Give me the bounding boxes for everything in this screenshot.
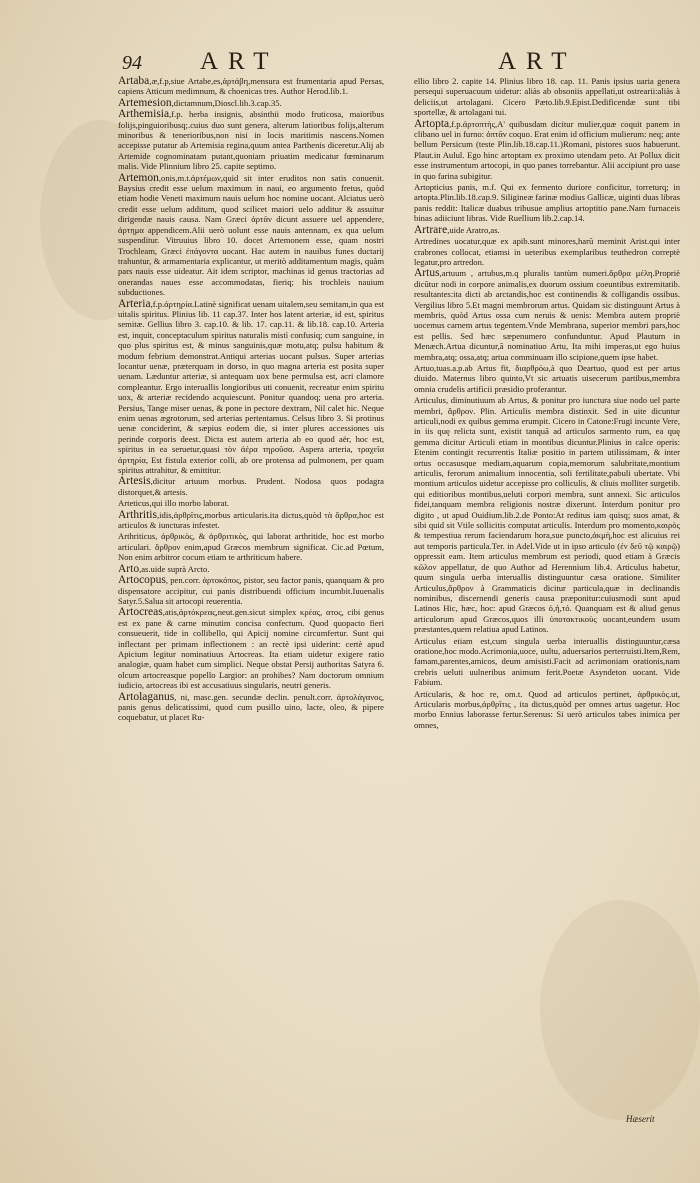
entry-headword: Artocopus [118,574,166,587]
entry-text: ,artuum , artubus,m.q pluralis tantùm numeri.ἄρθρα μέλη.Propriè dicũtur nodi in corpore animalis,ex duorum ossium coeuntibus extremitatib. resultantes:ita dicti ab arctandis,hoc est continendis & colligandis ossibus. Vergilius libro 5.Et magni membrorum artus. Quidam sic distinguunt Artus à membris, quòd Artus ossa cum neruis & uenis: Membra autem propriè uocemus carnem artus tegentem.Vnde Membrana, superior membri pars,hoc est pellis. Sed hæc sæpenumero confunduntur. Apud Plautum in Menæch.Artua dicuntur,ã nominatiuo Artu, Ita mihi imperas,ut ego huius membra,atq; ossa,atq; artua comminuam illo scipione,quem ipse habet. [414,268,680,362]
entry-text: ,idis,ἀρθρῖτις,morbus articularis.ita dictus,quòd τὰ ἄρθρα,hoc est articulos & iuncturas infestet. [118,509,384,531]
entry-headword: Artopta [414,117,450,130]
entry-headword: Artus [414,267,440,280]
dictionary-entry [118,498,384,508]
entry-text: Artopticius panis, m.f. Qui ex fermento duriore conficitur, torreturq; in artopta.Plin.lib.18.cap.9. Siligineæ farinæ modius Gallicæ, uiginti duas libras panis reddit: Italicæ duabus tribusue amplius artoptitio pane.Nam furnaceis binas adiiciunt libras. Vide Ruellium lib.2.cap.14. [414,182,680,224]
dictionary-entry [414,268,680,362]
dictionary-entry [414,225,680,235]
dictionary-entry [414,689,680,731]
entry-headword: Arteria [118,297,151,310]
dictionary-entry [414,76,680,118]
dictionary-entry [118,607,384,690]
dictionary-entry [118,76,384,97]
dictionary-entry [118,692,384,723]
dictionary-entry [118,564,384,574]
entry-text: ,f.p.ἀρτηρία.Latinè significat uenam uitalem,seu semitam,in qua est uitalis spiritus. Plinius lib. 11 cap.37. Inter hos latent arteriæ, id est, spiritus semitæ. Gellius libro 3. cap.10. & lib. 17. cap.11. & lib.18. cap.10. Arteria est, inquit, conceptaculum spiritus naturalis mistì confusiq; cum sanguine, in quo plus spiritus est, & minus sanguinis,quæ motu,atq; pulsu habitum & modum febrium demonstrat.Antiqui arterias uocant pulsus. Super arterias locantur uenæ, præterquam in dorso, in quo magna arteria est posita super uenam. Læduntur arteriæ, si antequam uox bene permulsa est, acri clamore compleantur. Ergo interuallis longioribus uti conuenit, recreatur enim spiritu uox, & arteriæ recidendo acquiescunt. Ponitur quandoq; uena pro arteria. Persius, Tange miser uenas, & pone in pectore dextram, Nil calet hic. Neque enim uenas ægrotorum, sed arterias pertentamus. Celsus libro 3. Si protinus uenæ conciderint, & sæpius eodem die, si inter plures accessiones uis perinde corporis deest. Dicta est autem arteria ab eo quod aër, hoc est, spiritus in ea seruetur,quasi τὸν ἀέρα τηροῦσα. Aspera arteria, τραχεῖα ἀρτηρία, Est fistula exterior colli, ab ore protensa ad pulmonem, per quam spiritus attrahitur, & emittitur. [118,298,384,476]
dictionary-entry [118,476,384,497]
entry-headword: Artemesion [118,96,172,109]
entry-headword: Artemon [118,171,159,184]
dictionary-entry [118,109,384,171]
dictionary-entry [414,636,680,688]
dictionary-entry [118,510,384,531]
entry-text: , pen.corr. ἀρτοκόπος, pistor, seu factor panis, quanquam & pro dispensatore accipitur, cui panis distribuendi officium incumbit.Iuuenalis Satyr.5.Salua sit artocopi reuerentia. [118,575,384,606]
entry-headword: Artocreas [118,606,163,619]
entry-text: Artuo,tuas.a.p.ab Artus fit, διαρθρόω,à quo Deartuo, quod est per artus diuido. Maternus libro quinto,Vt sic artuatis uisecerum partibus,membra omnia crudelis artificii præsidio proferantur. [414,362,680,394]
entry-text: ,f.p.ἀρτοπτὴς,A' quibusdam dicitur mulier,quæ coquit panem in clibano uel in furno: ὀπτᾶν coquo. Erat enim id officium mulierum: neq; ante bellum Persicum (teste Plin.lib.18.cap.11.)Romani, pistores suos habuerunt. Plaut.in Aulul. Ego hinc artoptam ex proximo utendam peto. At Pollux dicit esse instrumentum artocopi, in quo panes torrebantur. Alii accipiunt pro uase in quo farina subigitur. [414,118,680,181]
entry-headword: Arthemisia [118,108,170,121]
entry-text: Articulus, diminutiuum ab Artus, & ponitur pro iunctura siue nodo uel parte membri, ἄρθρον. Plin. Articulis membra distinxit. Sed in uite dicuntur articuli,nodi ex quibus gemma erumpit. Cicero in Catone:Frugi incunte Vere, in iis quę relicta sunt, existit tanquã ad articulos sarmento rum, ea quę gemma dicitur Articuli etiam in montibus dicuntur.Plinius in calce operis: Etenim contingit recurrentis Italiæ positio in partem utilissimam, & inter ortus occasusque mediam,aquarum copia,memorum salubritate,montium articulis, ferorum animalium innocentia, soli fertilitate,pabuli ubertate. Vbi montium articulos uidetur accepisse pro colliculis, & cliuis molliter surgetib. qui editioribus montibus,ueluti corpori membra, sunt annexi. Sic articulos fidei,tanquam membra religionis nostræ dixerunt. Interdum ponitur pro digito , ut apud Ouidium.lib.2.de Ponto:At reditus iam quisq; suos amat, & sibi quid sit Vtile sollicitis computat articulis. Interdum pro momento,καιρὸς & tempestiua rerum faciendarum hora,sue puncto,ἀκμὴ,hoc est alicuius rei aut temporis particula.Ter. in Adel.Vide ut in ipso articulo (ἐν δεῦ τῷ καιρῷ) oppressit eam. Item articulus membrum est periodi, quod etiam à Græcis κῶλον appellatur, de quo Author ad Herennium lib.4. Articulus habetur, quum singula uerba interuallis distinguuntur cæsa oratione. Similiter Articulus,ἄρθρον à Grammaticis dicitur particula,quæ in declinandis nominibus, discernendi generis causa præponitur:cuiusmodi sunt apud Latinos Hic, hæc, hoc: apud Græcos ὁ,ἡ,τό. Quanquam est & aliud genus articulorum apud Græcos,quos illi ὑποτακτικοὺς uocant,eundem usum præstantes,quem relatiua apud Latinos. [414,395,680,635]
entry-text: ,uide Aratro,as. [447,224,500,235]
dictionary-entry [118,98,384,108]
left-column [118,76,384,1116]
dictionary-entry [118,575,384,606]
entry-text: ,atis,ἀρτόκρεας,neut.gen.sicut simplex κρέας, ατος, cibi genus est ex pane & carne minutim concisa confectum. Quod quopacto fieri consueuerit, tide in collibello, qui Apicij nomine circumfertur. Sunt qui inflectant per primam inflectionem : an rectè ipsi uiderint: certè apud Apicium legitur nominatiuus Artocreas. Ita etiam uidetur exigere ratio analogiæ, quam habet cum simplici. Neque obstat Persij authoritas Satyra 6. olcum artocreasque popello Largior: an prohibes? Nam doctorum omnium iudicio, artocreas ibi est accusatiuus singularis, neutri generis. [118,607,384,691]
entry-headword: Arto [118,562,140,575]
entry-headword: Artolaganus [118,690,175,703]
entry-text: Articularis, & hoc re, om.t. Quod ad articulos pertinet, ἀρθρικὸς.ut, Articularis morbus,ἀρθρῖτις , ita dictus,quòd per omnes artus uagetur. Hoc morbo Ennius laborasse fertur.Serenus: Si uerò articulos tabes inimica per omnes, [414,688,680,730]
right-column [414,76,680,1116]
dictionary-entry [118,173,384,298]
dictionary-entry [118,531,384,562]
entry-text: ,dicitur artuum morbus. Prudent. Nodosa quos podagra distorquet,& artesis. [118,476,384,497]
entry-text: Articulus etiam est,cum singula uerba interuallis distinguuntur,cæsa oratione,hoc modo.Acrimonia,uoce, uultu, aduersarios perterruisti.Item,Rem, famam,parentes,amicos, deum amisisti.Facit ad acrimoniam orationis,nam crebris ueluti uulneribus animum ferit.Poetæ Asyndeton uocant. Vide Fabium. [414,635,680,688]
entry-headword: Artrare [414,223,448,236]
entry-text: ,æ,f.p,siue Artabe,es,ἀρτάβη,mensura est frumentaria apud Persas, capiens Atticum medimnum, & choenicas tres. Author Herod.lib.1. [118,76,384,97]
entry-headword: Artaba [118,76,150,87]
entry-text: ellio libro 2. capite 14. Plinius libro 18. cap. 11. Panis ipsius uaria genera persequi superuacuum uidetur: aliàs ab obsoniis appellati,ut ostrearii:aliàs à deliciis,ut artolagani. Cicero Pæto.lib.9.Epist.Dedificendæ sunt tibi sportellæ, & artolagani tui. [414,76,680,118]
entry-text: Arthriticus, ἀρθρικὸς, & ἀρθριτικὸς, qui laborat arthritide, hoc est morbo articulari. ἄρθρον enim,apud Græcos membrum significat. Cic.ad Pœtum, Non enim arbitror cocum etiam te arthriticum habere. [118,531,384,563]
dictionary-entry [414,395,680,634]
dictionary-entry [118,299,384,476]
entry-text: , ni, masc.gen. secundæ declin. penult.corr. ἀρτολάγανος, panis genus delicatissimi, quod cum pusillo uino, lacte, oleo, & pipere coquebatur, ut placet Ru- [118,691,384,723]
entry-text: Arteticus,qui illo morbo laborat. [118,498,229,509]
entry-text: Artredines uocatur,quæ ex apib.sunt minores,harũ meminit Arist.qui inter crabrones collocat, etiamsi in ueteribus exemplaribus teuthedron correptè legatur,pro artredon. [414,236,680,267]
page-number: 94 [122,52,142,74]
entry-text: ,dictamnum,Dioscl.lib.3.cap.35. [171,97,282,108]
entry-text: ,as.uide suprà Arcto. [139,563,210,574]
dictionary-entry [414,119,680,181]
catchword: Hæserit [626,1114,655,1124]
running-head-left: ART [200,48,279,75]
dictionary-entry [414,363,680,394]
page-header [0,48,700,78]
entry-text: ,onis,m.t.ἀρτέμων,quid sit inter eruditos non satis conuenit. Baysius credit esse uelum maximum in naui, eo argumento fretus, quòd etiam hodie Veneti maximum nauis uelum hoc nomine uocant. Alciatus uerò credit esse uelum additum, quod scilicet maiori uelo additur & assuitur dirigendæ nauis causa. Nam Græci ἀρτᾶν dicunt assuere uel appendere, ἀρτημα appendicem.Alii uerò uolunt esse nauis antennam, ex qua uelum suspenditur. Vitruuius libro 10. docet Artemonem esse, quam nostri Trochleam, Græci ἐπάγοντα uocant. Hac autem in nauibus funes ductarij trahuntur, & armamentaria explicantur, ut meritò additamentum magis, quàm pars nauis esse uideatur. Ait idem scriptor, machinas id genus tractorias ad onerandas naues esse accommodatas, fieriq; his trochleis nauium subductiones. [118,172,384,298]
entry-text: ,f.p. herba insignis, absinthii modo fruticosa, maioribus folijs,pinguioribusq;.cuius duo sunt genera, alterum latioribus folijs,alterum minoribus & tenerioribus,non nisi in locis maritimis nascens.Nomen accepisse putatur ab Artemisia regina,quum antea Parthenis diceretur.Alij ab Artemide cognominatam putant,quoniam priuatim medicatur fœminarum malis. Vide Plinnium libro 25. capite septimo. [118,109,384,172]
dictionary-entry [414,236,680,267]
entry-headword: Arthritis [118,508,157,521]
entry-headword: Artesis [118,475,151,488]
dictionary-entry [414,182,680,224]
running-head-right: ART [498,48,577,75]
